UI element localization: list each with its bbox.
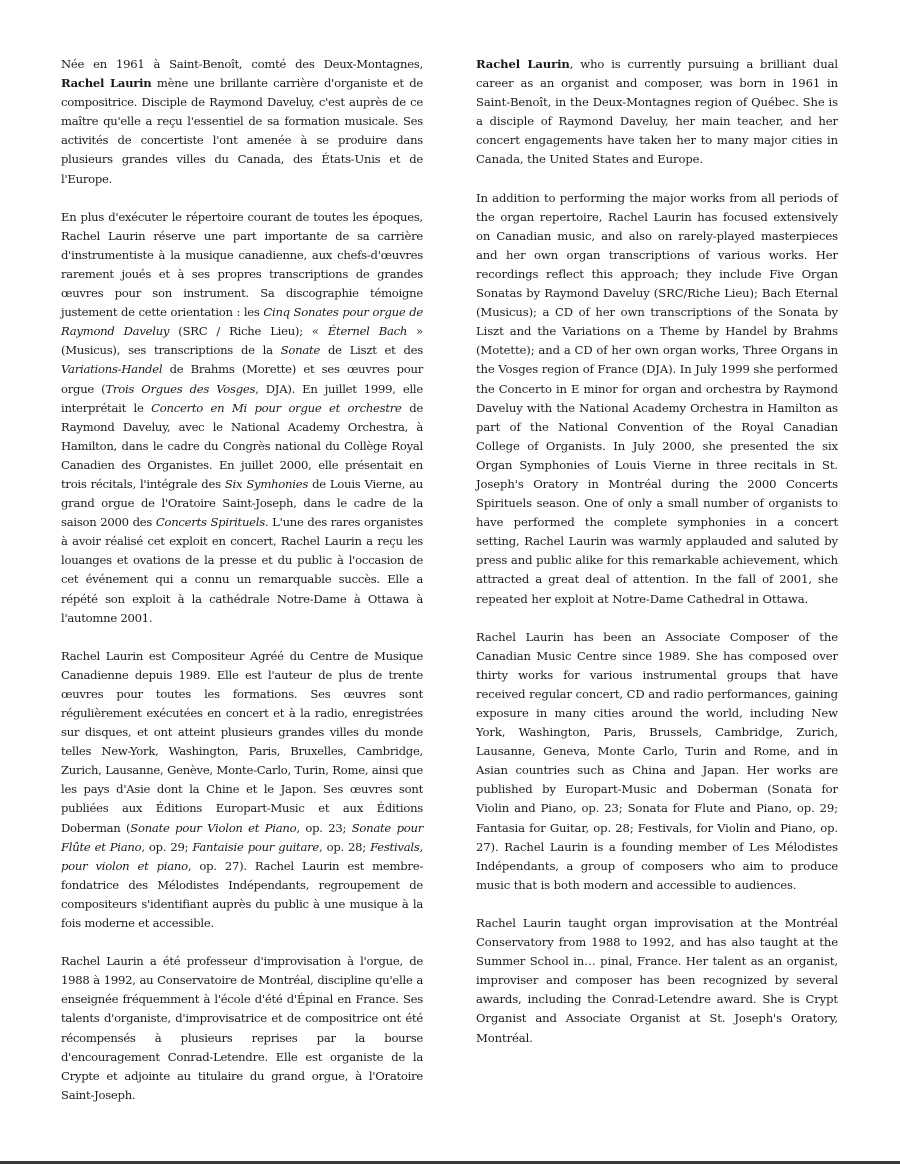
paragraph-text: de Raymond Daveluy, avec le National Academy Orchestra, à Hamilton, dans le cadre du Congrès national du Collège Royal Canadien des Organistes. En juillet 2000, elle présentait en trois récitals, l'intégrale des	[61, 400, 423, 491]
italic-title-text: Concerts Spirituels	[155, 515, 265, 530]
paragraph-text: Rachel Laurin taught organ improvisation at the Montréal Conservatory from 1988 to 1992, and has also taught at the Summer School in… pinal, France. Her talent as an organist, improviser and composer has been recognized by several awards, including the Conrad-Letendre award. She is Crypt Organist and Associate Organist at St. Joseph's Oratory, Montréal.	[476, 915, 838, 1045]
paragraph-text: , op. 23;	[296, 820, 352, 835]
italic-title-text: Sonate pour Flûte et Piano	[61, 820, 423, 854]
paragraph-text: Rachel Laurin est Compositeur Agréé du Centre de Musique Canadienne depuis 1989. Elle est l'auteur de plus de trente œuvres pour toutes les formations. Ses œuvres sont régulièrement exécutées en concert et à la radio, enregistrées sur disques, et ont atteint plusieurs grandes villes du monde telles New-York, Washington, Paris, Bruxelles, Cambridge, Zurich, Lausanne, Genève, Monte-Carlo, Turin, Rome, ainsi que les pays d'Asie dont la Chine et le Japon. Ses œuvres sont publiées aux Éditions Europart-Music et aux Éditions Doberman (	[61, 648, 423, 835]
french-paragraph	[61, 647, 423, 933]
paragraph-text: Rachel Laurin has been an Associate Composer of the Canadian Music Centre since 1989. She has composed over thirty works for various instrumental groups that have received regular concert, CD and radio performances, gaining exposure in many cities around the world, including New York, Washington, Paris, Brussels, Cambridge, Zurich, Lausanne, Geneva, Monte Carlo, Turin and Rome, and in Asian countries such as China and Japan. Her works are published by Europart-Music and Doberman (Sonata for Violin and Piano, op. 23; Sonata for Flute and Piano, op. 29; Fantasia for Guitar, op. 28; Festivals, for Violin and Piano, op. 27). Rachel Laurin is a founding member of Les Mélodistes Indépendants, a group of composers who aim to produce music that is both modern and accessible to audiences.	[476, 629, 838, 892]
paragraph-text: Née en 1961 à Saint-Benoît, comté des Deux-Montagnes,	[61, 57, 423, 71]
italic-title-text: Concerto en Mi pour orgue et orchestre	[151, 400, 402, 415]
paragraph-text: » (Musicus), ses transcriptions de la	[61, 324, 423, 358]
italic-title-text: Trois Orgues des Vosges	[105, 381, 256, 396]
italic-title-text: Éternel Bach	[327, 324, 408, 339]
paragraph-text: Rachel Laurin a été professeur d'improvisation à l'orgue, de 1988 à 1992, au Conservatoire de Montréal, discipline qu'elle a enseignée fréquemment à l'école d'été d'Épinal en France. Ses talents d'organiste, d'improvisatrice et de compositrice ont été récompensés à plusieurs reprises par la bourse d'encouragement Conrad-Letendre. Elle est organiste de la Crypte et adjointe au titulaire du grand orgue, à l'Oratoire Saint-Joseph.	[61, 954, 423, 1102]
english-paragraph	[476, 628, 838, 895]
paragraph-text: , op. 28;	[319, 839, 371, 854]
bold-name-text: Rachel Laurin	[476, 57, 570, 71]
paragraph-text: de Brahms (Morette) et ses œuvres pour orgue (	[61, 362, 423, 396]
paragraph-text: (SRC / Riche Lieu); «	[169, 324, 328, 339]
paragraph-text: mène une brillante carrière d'organiste et de compositrice. Disciple de Raymond Daveluy, c'est auprès de ce maître qu'elle a reçu l'essentiel de sa formation musicale. Ses activités de concertiste l'ont amenée à se produire dans plusieurs grandes villes du Canada, des États-Unis et de l'Europe.	[61, 76, 423, 186]
paragraph-text: In addition to performing the major works from all periods of the organ repertoire, Rachel Laurin has focused extensively on Canadian music, and also on rarely-played masterpieces and her own organ transcriptions of various works. Her recordings reflect this approach; they include Five Organ Sonatas by Raymond Daveluy (SRC/Riche Lieu); Bach Eternal (Musicus); a CD of her own transcriptions of the Sonata by Liszt and the Variations on a Theme by Handel by Brahms (Motette); and a CD of her own organ works, Three Organs in the Vosges region of France (DJA). In July 1999 she performed the Concerto in E minor for organ and orchestra by Raymond Daveluy with the National Academy Orchestra in Hamilton as part of the National Convention of the Royal Canadian College of Organists. In July 2000, she presented the six Organ Symphonies of Louis Vierne in three recitals in St. Joseph's Oratory in Montréal during the 2000 Concerts Spirituels season. One of only a small number of organists to have performed the complete symphonies in a concert setting, Rachel Laurin was warmly applauded and saluted by press and public alike for this remarkable achievement, which attracted a great deal of attention. In the fall of 2001, she repeated her exploit at Notre-Dame Cathedral in Ottawa.	[476, 190, 838, 606]
french-paragraph	[61, 952, 423, 1105]
italic-title-text: Sonate pour Violon et Piano	[130, 820, 297, 835]
italic-title-text: Variations-Handel	[61, 362, 163, 377]
bold-name-text: Rachel Laurin	[61, 76, 152, 91]
paragraph-text: En plus d'exécuter le répertoire courant de toutes les époques, Rachel Laurin réserve une part importante de sa carrière d'instrumentiste à la musique canadienne, aux chefs-d'œuvres rarement joués et à ses propres transcriptions de grandes œuvres pour son instrument. Sa discographie témoigne justement de cette orientation : les	[61, 209, 423, 320]
italic-title-text: Six Symhonies	[224, 476, 309, 491]
french-paragraph	[61, 208, 423, 628]
paragraph-text: , op. 29;	[141, 839, 193, 854]
english-column	[476, 55, 838, 1067]
paragraph-text: , who is currently pursuing a brilliant dual career as an organist and composer, was born in 1961 in Saint-Benoît, in the Deux-Montagnes region of Québec. She is a disciple of Raymond Daveluy, her main teacher, and her concert engagements have taken her to many major cities in Canada, the United States and Europe.	[476, 57, 838, 167]
english-paragraph	[476, 914, 838, 1048]
french-paragraph	[61, 55, 423, 189]
italic-title-text: Cinq Sonates pour orgue de Raymond Daveluy	[61, 305, 423, 339]
paragraph-text: , DJA). En juillet 1999, elle interprétait le	[61, 381, 424, 415]
english-paragraph	[476, 189, 838, 609]
paragraph-text: de Liszt et des	[320, 343, 423, 358]
english-paragraph	[476, 55, 838, 170]
paragraph-text: . L'une des rares organistes à avoir réalisé cet exploit en concert, Rachel Laurin a reçu les louanges et ovations de la presse et du public à l'occasion de cet événement qui a connu un remarquable succès. Elle a répété son exploit à la cathédrale Notre-Dame à Ottawa à l'automne 2001.	[61, 515, 423, 625]
italic-title-text: Fantaisie pour guitare	[192, 839, 320, 854]
paragraph-text: de Louis Vierne, au grand orgue de l'Oratoire Saint-Joseph, dans le cadre de la saison 2000 des	[61, 476, 424, 530]
italic-title-text: Festivals, pour violon et piano	[61, 839, 423, 873]
french-column	[61, 55, 423, 1124]
italic-title-text: Sonate	[280, 343, 321, 358]
paragraph-text: , op. 27). Rachel Laurin est membre-fondatrice des Mélodistes Indépendants, regroupement de compositeurs s'identifiant auprès du public à une musique à la fois moderne et accessible.	[61, 858, 424, 931]
